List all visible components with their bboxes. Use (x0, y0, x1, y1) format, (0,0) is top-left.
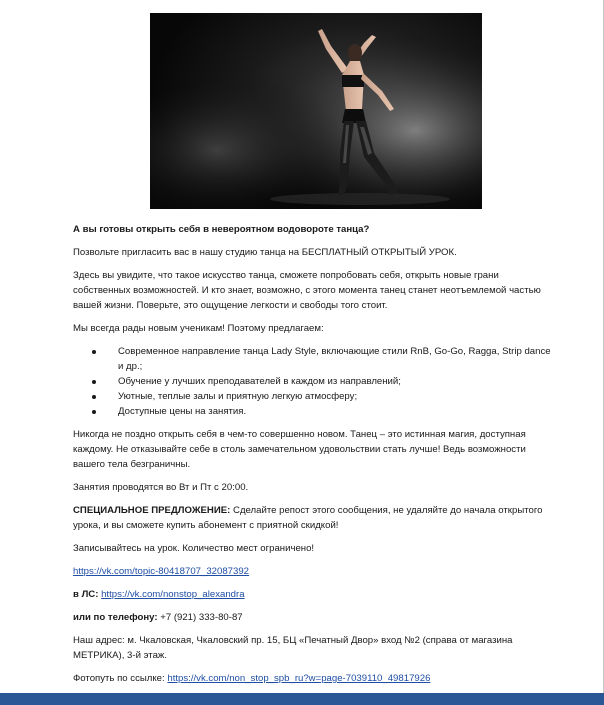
paragraph-invite: Позвольте пригласить вас в нашу студию танца на БЕСПЛАТНЫЙ ОТКРЫТЫЙ УРОК. (73, 247, 457, 258)
paragraph-topic-link (73, 564, 551, 579)
list-item-text: Обучение у лучших преподавателей в каждом из направлений; (118, 376, 401, 387)
phone-label: или по телефону: (73, 612, 158, 623)
paragraph-signup: Записывайтесь на урок. Количество мест ограничено! (73, 543, 315, 554)
list-item-text: Современное направление танца Lady Style, включающие стили RnB, Go-Go, Ragga, Strip dance и др.; (118, 346, 551, 372)
bullet-icon (92, 410, 96, 414)
paragraph-phone (73, 610, 551, 625)
article-heading: А вы готовы открыть себя в невероятном водовороте танца? (73, 224, 370, 235)
paragraph-photo-link (73, 671, 551, 686)
ls-label: в ЛС: (73, 589, 99, 600)
bullet-icon (92, 380, 96, 384)
photo-link[interactable]: https://vk.com/non_stop_spb_ru?w=page-7039110_49817926 (167, 673, 431, 684)
bottom-bar (0, 693, 604, 705)
photo-link-label: Фотопуть по ссылке: (73, 673, 168, 684)
topic-link[interactable]: https://vk.com/topic-80418707_32087392 (73, 566, 250, 577)
article-body (73, 222, 551, 694)
list-item (118, 374, 551, 389)
list-item-text: Уютные, теплые залы и приятную легкую атмосферу; (118, 391, 358, 402)
offer-list (73, 344, 551, 419)
dancer-silhouette-image (150, 13, 482, 209)
paragraph-motivation: Никогда не поздно открыть себя в чем-то совершенно новом. Танец – это истинная магия, доступная каждому. Не отказывайте себе в столь замечательном удовольствии стать лучше! Ведь возможности вашего тела безграничны. (73, 429, 526, 470)
bullet-icon (92, 395, 96, 399)
list-item-text: Доступные цены на занятия. (118, 406, 247, 417)
list-item (118, 389, 551, 404)
ls-link[interactable]: https://vk.com/nonstop_alexandra (101, 589, 245, 600)
paragraph-ls (73, 587, 551, 602)
paragraph-address: Наш адрес: м. Чкаловская, Чкаловский пр. 15, БЦ «Печатный Двор» вход №2 (справа от магазина МЕТРИКА), 3-й этаж. (73, 635, 513, 661)
dancer-photo (150, 13, 482, 209)
special-offer-label: СПЕЦИАЛЬНОЕ ПРЕДЛОЖЕНИЕ: (73, 505, 231, 516)
paragraph-schedule: Занятия проводятся во Вт и Пт с 20:00. (73, 482, 249, 493)
paragraph-description: Здесь вы увидите, что такое искусство танца, сможете попробовать себя, открыть новые грани собственных возможностей. И кто знает, возможно, с этого момента танец станет неотъемлемой частью вашей жизни. Поверьте, это ощущение легкости и свободы того стоит. (73, 270, 541, 311)
list-item (118, 344, 551, 374)
phone-number: +7 (921) 333-80-87 (157, 612, 243, 623)
bullet-icon (92, 350, 96, 354)
special-offer-text: Сделайте репост этого сообщения, не удаляйте до начала открытого урока, и вы сможете купить абонемент с приятной скидкой! (73, 505, 543, 531)
paragraph-offer-intro: Мы всегда рады новым ученикам! Поэтому предлагаем: (73, 323, 324, 334)
list-item (118, 404, 551, 419)
paragraph-special-offer (73, 503, 551, 533)
